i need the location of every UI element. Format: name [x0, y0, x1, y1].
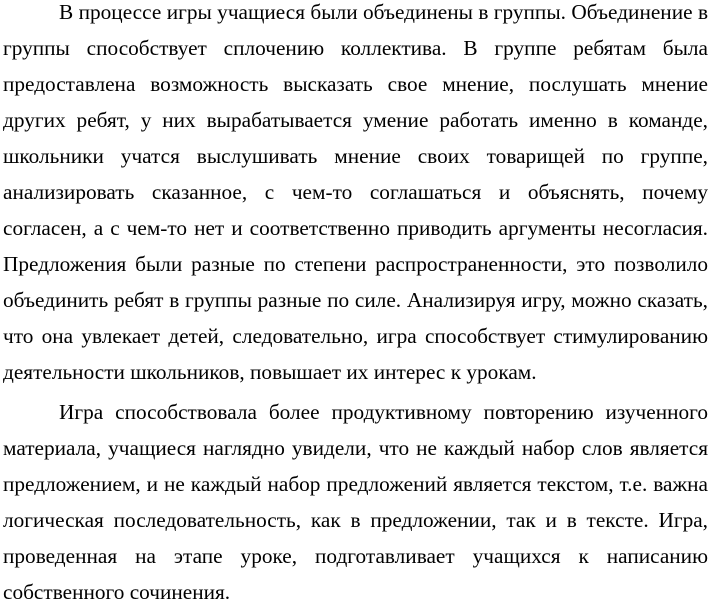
paragraph-1-line-11: деятельности школьников, повышает их интерес к урокам. — [3, 360, 537, 384]
paragraph-1-line-1: В процессе игры учащиеся были объединены в группы. Объединение в — [59, 0, 708, 24]
paragraph-1-line-6: анализировать сказанное, с чем-то соглашаться и объяснять, почему — [3, 180, 708, 204]
paragraph-2-line-4: логическая последовательность, как в предложении, так и в тексте. Игра, — [3, 508, 708, 532]
paragraph-1-line-10: что она увлекает детей, следовательно, игра способствует стимулированию — [3, 324, 708, 348]
paragraph-1-line-4: других ребят, у них вырабатывается умение работать именно в команде, — [3, 108, 708, 132]
paragraph-1-line-9: объединить ребят в группы разные по силе. Анализируя игру, можно сказать, — [3, 288, 708, 312]
paragraph-1-line-3: предоставлена возможность высказать свое мнение, послушать мнение — [3, 72, 708, 96]
paragraph-2-line-1: Игра способствовала более продуктивному повторению изученного — [59, 400, 708, 424]
paragraph-2-line-3: предложением, и не каждый набор предложений является текстом, т.е. важна — [3, 472, 708, 496]
paragraph-2-line-2: материала, учащиеся наглядно увидели, что не каждый набор слов является — [3, 436, 708, 460]
paragraph-1-line-7: согласен, а с чем-то нет и соответственно приводить аргументы несогласия. — [3, 216, 708, 240]
paragraph-1-line-2: группы способствует сплочению коллектива. В группе ребятам была — [3, 36, 708, 60]
paragraph-2-line-6: собственного сочинения. — [3, 580, 231, 604]
paragraph-1-line-5: школьники учатся выслушивать мнение своих товарищей по группе, — [3, 144, 708, 168]
paragraph-1-line-8: Предложения были разные по степени распространенности, это позволило — [3, 252, 708, 276]
paragraph-2-line-5: проведенная на этапе уроке, подготавливает учащихся к написанию — [3, 544, 708, 568]
